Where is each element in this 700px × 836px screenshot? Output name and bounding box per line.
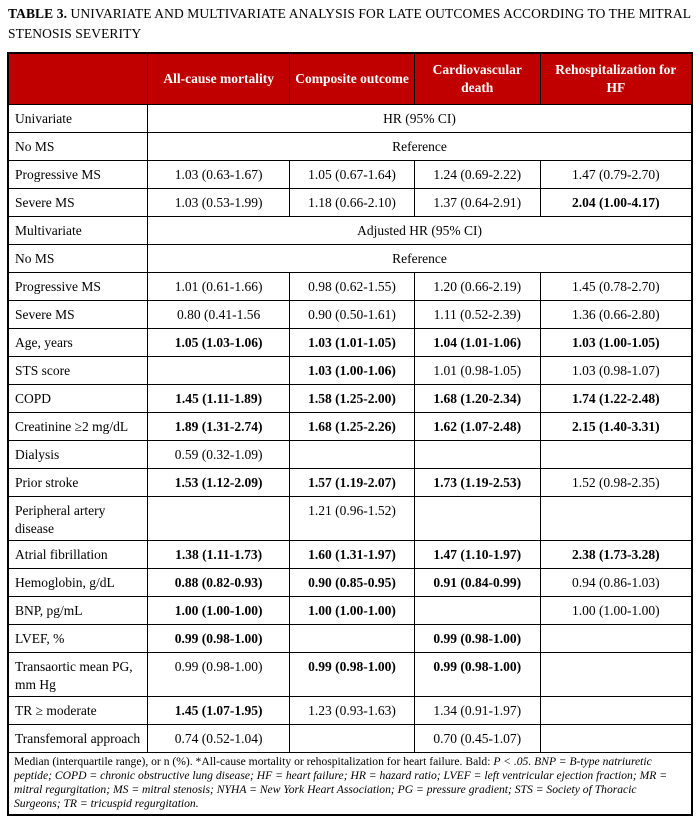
value-cell: 1.03 (1.00-1.06) [290, 357, 414, 385]
value-cell: 2.15 (1.40-3.31) [540, 413, 692, 441]
value-cell: 1.03 (0.53-1.99) [148, 189, 290, 217]
value-cell: 1.00 (1.00-1.00) [148, 597, 290, 625]
table-row [8, 413, 692, 441]
value-cell [540, 441, 692, 469]
table-foot [8, 753, 692, 815]
outcomes-table [7, 52, 693, 816]
row-label: Univariate [8, 105, 148, 133]
span-value-cell: Reference [148, 245, 692, 273]
value-cell: 1.03 (1.00-1.05) [540, 329, 692, 357]
value-cell: 1.04 (1.01-1.06) [414, 329, 540, 357]
row-label: Transfemoral approach [8, 725, 148, 753]
row-label: No MS [8, 133, 148, 161]
row-label: BNP, pg/mL [8, 597, 148, 625]
value-cell: 1.05 (1.03-1.06) [148, 329, 290, 357]
column-header: Rehospitalization for HF [540, 53, 692, 105]
footnote-cell [8, 753, 692, 815]
row-label: Hemoglobin, g/dL [8, 569, 148, 597]
table-row [8, 653, 692, 697]
value-cell: 1.23 (0.93-1.63) [290, 697, 414, 725]
row-label: TR ≥ moderate [8, 697, 148, 725]
row-label: Progressive MS [8, 161, 148, 189]
value-cell: 2.38 (1.73-3.28) [540, 541, 692, 569]
table-row [8, 497, 692, 541]
value-cell: 1.45 (0.78-2.70) [540, 273, 692, 301]
value-cell [290, 441, 414, 469]
value-cell: 0.74 (0.52-1.04) [148, 725, 290, 753]
table-row [8, 329, 692, 357]
row-label: Prior stroke [8, 469, 148, 497]
value-cell: 1.36 (0.66-2.80) [540, 301, 692, 329]
value-cell: 1.00 (1.00-1.00) [540, 597, 692, 625]
table-row [8, 105, 692, 133]
value-cell: 0.99 (0.98-1.00) [148, 653, 290, 697]
value-cell: 1.52 (0.98-2.35) [540, 469, 692, 497]
value-cell: 1.01 (0.98-1.05) [414, 357, 540, 385]
row-label: STS score [8, 357, 148, 385]
column-header: All-cause mortality [148, 53, 290, 105]
value-cell: 1.68 (1.20-2.34) [414, 385, 540, 413]
value-cell: 1.05 (0.67-1.64) [290, 161, 414, 189]
table-row [8, 597, 692, 625]
row-label: Severe MS [8, 301, 148, 329]
value-cell: 1.62 (1.07-2.48) [414, 413, 540, 441]
value-cell: 0.88 (0.82-0.93) [148, 569, 290, 597]
row-label: LVEF, % [8, 625, 148, 653]
table-title [8, 4, 693, 45]
value-cell: 0.90 (0.85-0.95) [290, 569, 414, 597]
span-value-cell: Reference [148, 133, 692, 161]
value-cell: 0.90 (0.50-1.61) [290, 301, 414, 329]
value-cell: 0.70 (0.45-1.07) [414, 725, 540, 753]
row-label: Transaortic mean PG, mm Hg [8, 653, 148, 697]
table-title-label: TABLE 3. [8, 6, 68, 21]
value-cell: 1.58 (1.25-2.00) [290, 385, 414, 413]
value-cell: 1.21 (0.96-1.52) [290, 497, 414, 541]
value-cell: 0.94 (0.86-1.03) [540, 569, 692, 597]
row-label: Atrial fibrillation [8, 541, 148, 569]
value-cell: 1.73 (1.19-2.53) [414, 469, 540, 497]
value-cell: 1.60 (1.31-1.97) [290, 541, 414, 569]
header-corner-cell [8, 53, 148, 105]
value-cell: 1.00 (1.00-1.00) [290, 597, 414, 625]
table-row [8, 133, 692, 161]
table-row [8, 161, 692, 189]
value-cell: 1.34 (0.91-1.97) [414, 697, 540, 725]
column-header: Composite outcome [290, 53, 414, 105]
value-cell [540, 497, 692, 541]
table-row [8, 245, 692, 273]
row-label: COPD [8, 385, 148, 413]
value-cell [540, 653, 692, 697]
table-row [8, 697, 692, 725]
table-row [8, 469, 692, 497]
value-cell: 1.11 (0.52-2.39) [414, 301, 540, 329]
value-cell: 1.47 (0.79-2.70) [540, 161, 692, 189]
table-row [8, 273, 692, 301]
value-cell: 1.37 (0.64-2.91) [414, 189, 540, 217]
value-cell [540, 725, 692, 753]
table-row [8, 189, 692, 217]
column-header: Cardiovascular death [414, 53, 540, 105]
row-label: Severe MS [8, 189, 148, 217]
value-cell: 1.03 (0.63-1.67) [148, 161, 290, 189]
footnote-text: Median (interquartile range), or n (%). *All-cause mortality or rehospitalization for heart failure. Bald: [14, 755, 494, 769]
value-cell: 1.53 (1.12-2.09) [148, 469, 290, 497]
row-label: Creatinine ≥2 mg/dL [8, 413, 148, 441]
value-cell: 1.89 (1.31-2.74) [148, 413, 290, 441]
row-label: Age, years [8, 329, 148, 357]
value-cell: 1.24 (0.69-2.22) [414, 161, 540, 189]
value-cell: 1.47 (1.10-1.97) [414, 541, 540, 569]
value-cell: 1.03 (0.98-1.07) [540, 357, 692, 385]
value-cell: 1.57 (1.19-2.07) [290, 469, 414, 497]
value-cell [148, 497, 290, 541]
value-cell [290, 725, 414, 753]
value-cell [414, 597, 540, 625]
table-row [8, 385, 692, 413]
value-cell: 1.01 (0.61-1.66) [148, 273, 290, 301]
value-cell: 1.18 (0.66-2.10) [290, 189, 414, 217]
value-cell [290, 625, 414, 653]
span-value-cell: Adjusted HR (95% CI) [148, 217, 692, 245]
value-cell: 1.74 (1.22-2.48) [540, 385, 692, 413]
row-label: Progressive MS [8, 273, 148, 301]
row-label: Multivariate [8, 217, 148, 245]
value-cell: 0.99 (0.98-1.00) [290, 653, 414, 697]
value-cell [414, 441, 540, 469]
table-row [8, 217, 692, 245]
value-cell: 1.68 (1.25-2.26) [290, 413, 414, 441]
table-row [8, 725, 692, 753]
value-cell [414, 497, 540, 541]
header-row [8, 53, 692, 105]
table-row [8, 541, 692, 569]
row-label: No MS [8, 245, 148, 273]
table-head [8, 53, 692, 105]
value-cell [148, 357, 290, 385]
value-cell: 2.04 (1.00-4.17) [540, 189, 692, 217]
table-row [8, 625, 692, 653]
value-cell: 0.99 (0.98-1.00) [414, 625, 540, 653]
table-title-text: UNIVARIATE AND MULTIVARIATE ANALYSIS FOR LATE OUTCOMES ACCORDING TO THE MITRAL STENOSIS SEVERITY [8, 6, 691, 42]
value-cell: 0.98 (0.62-1.55) [290, 273, 414, 301]
table-body [8, 105, 692, 753]
table-row [8, 441, 692, 469]
value-cell: 1.45 (1.07-1.95) [148, 697, 290, 725]
footnote-row [8, 753, 692, 815]
table-row [8, 357, 692, 385]
value-cell [540, 697, 692, 725]
row-label: Dialysis [8, 441, 148, 469]
value-cell: 1.20 (0.66-2.19) [414, 273, 540, 301]
value-cell: 1.45 (1.11-1.89) [148, 385, 290, 413]
value-cell [540, 625, 692, 653]
value-cell: 1.38 (1.11-1.73) [148, 541, 290, 569]
value-cell: 0.59 (0.32-1.09) [148, 441, 290, 469]
footnote-abbreviations: P < .05. BNP = B-type natriuretic peptide; COPD = chronic obstructive lung disease; HF = heart failure; HR = hazard ratio; LVEF = left ventricular ejection fraction; MR = mitral regurgitation; MS = mitral stenosis; NYHA = New York Heart Association; PG = pressure gradient; STS = Society of Thoracic Surgeons; TR = tricuspid regurgitation. [14, 755, 668, 810]
row-label: Peripheral artery disease [8, 497, 148, 541]
value-cell: 0.99 (0.98-1.00) [148, 625, 290, 653]
span-value-cell: HR (95% CI) [148, 105, 692, 133]
table-row [8, 301, 692, 329]
table-row [8, 569, 692, 597]
value-cell: 0.99 (0.98-1.00) [414, 653, 540, 697]
value-cell: 0.80 (0.41-1.56 [148, 301, 290, 329]
value-cell: 1.03 (1.01-1.05) [290, 329, 414, 357]
value-cell: 0.91 (0.84-0.99) [414, 569, 540, 597]
